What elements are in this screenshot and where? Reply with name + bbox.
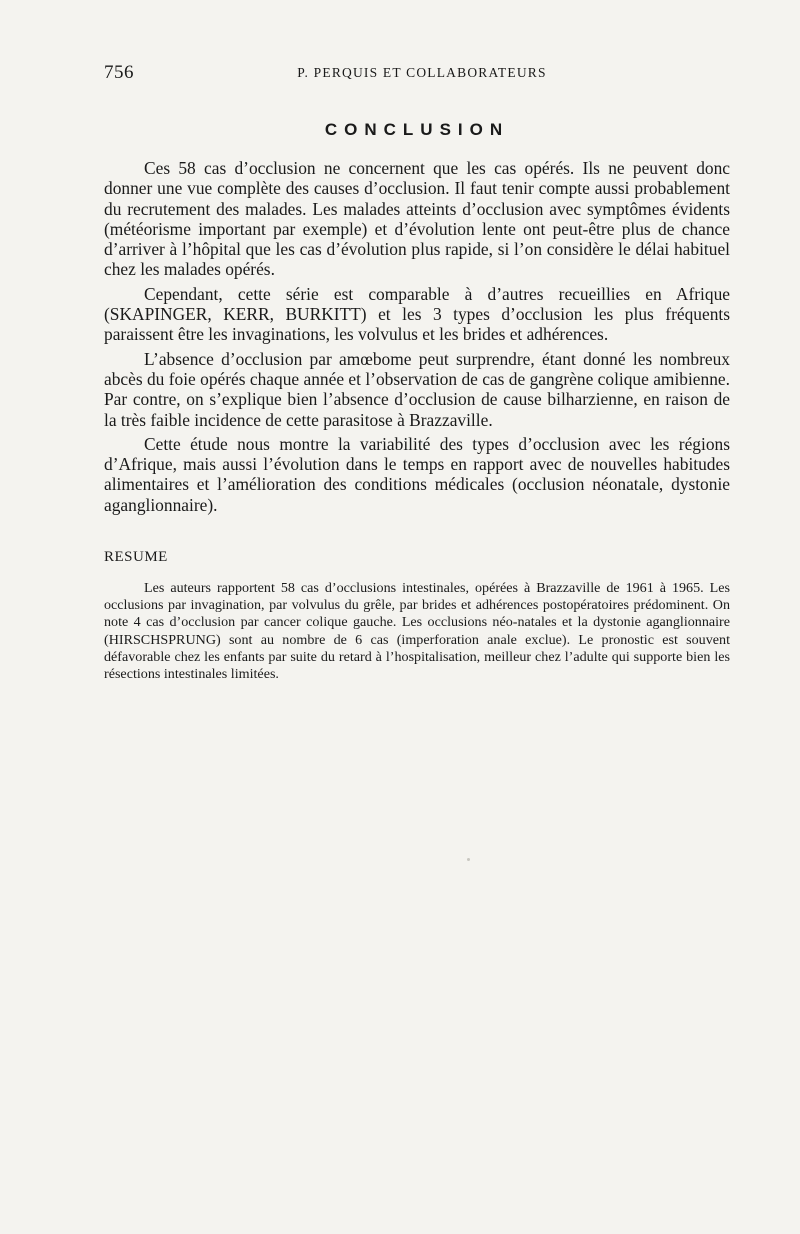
running-title: P. PERQUIS ET COLLABORATEURS [297, 65, 547, 80]
conclusion-paragraph-1: Ces 58 cas d’occlusion ne concernent que les cas opérés. Ils ne peuvent donc donner une vue complète des causes d’occlusion. Il faut tenir compte aussi probablement du recrutement des malades. Les malades atteints d’occlusion avec symptômes évidents (météorisme important par exemple) et d’évolution lente ont peut-être plus de chance d’arriver à l’hôpital que les cas d’évolution plus rapide, si l’on considère le délai habituel chez les malades opérés. [104, 158, 730, 280]
resume-paragraph: Les auteurs rapportent 58 cas d’occlusions intestinales, opérées à Brazzaville de 1961 à 1965. Les occlusions par invagination, par volvulus du grêle, par brides et adhérences postopératoires prédominent. On note 4 cas d’occlusion par cancer colique gauche. Les occlusions néo-natales et la dystonie aganglionnaire (HIRSCHSPRUNG) sont au nombre de 6 cas (imperforation anale exclue). Le pronostic est souvent défavorable chez les enfants par suite du retard à l’hospitalisation, meilleur chez l’adulte qui supporte bien les résections intestinales limitées. [104, 580, 730, 683]
resume-body [104, 580, 730, 683]
page-number: 756 [104, 62, 134, 83]
conclusion-paragraph-2: Cependant, cette série est comparable à d’autres recueillies en Afrique (SKAPINGER, KERR, BURKITT) et les 3 types d’occlusion les plus fréquents paraissent être les invaginations, les volvulus et les brides et adhérences. [104, 283, 730, 345]
conclusion-paragraph-4: Cette étude nous montre la variabilité des types d’occlusion avec les régions d’Afrique, mais aussi l’évolution dans le temps en rapport avec de nouvelles habitudes alimentaires et l’amélioration des conditions médicales (occlusion néonatale, dystonie aganglionnaire). [104, 433, 730, 515]
resume-heading: RESUME [104, 549, 168, 565]
paper-speck [467, 858, 470, 861]
conclusion-paragraph-3: L’absence d’occlusion par amœbome peut surprendre, étant donné les nombreux abcès du foie opérés chaque année et l’observation de cas de gangrène colique amibienne. Par contre, on s’explique bien l’absence d’occlusion de cause bilharzienne, en raison de la très faible incidence de cette parasitose à Brazzaville. [104, 348, 730, 430]
conclusion-body [104, 158, 730, 519]
section-title-conclusion: CONCLUSION [324, 120, 510, 139]
running-header [104, 62, 730, 86]
